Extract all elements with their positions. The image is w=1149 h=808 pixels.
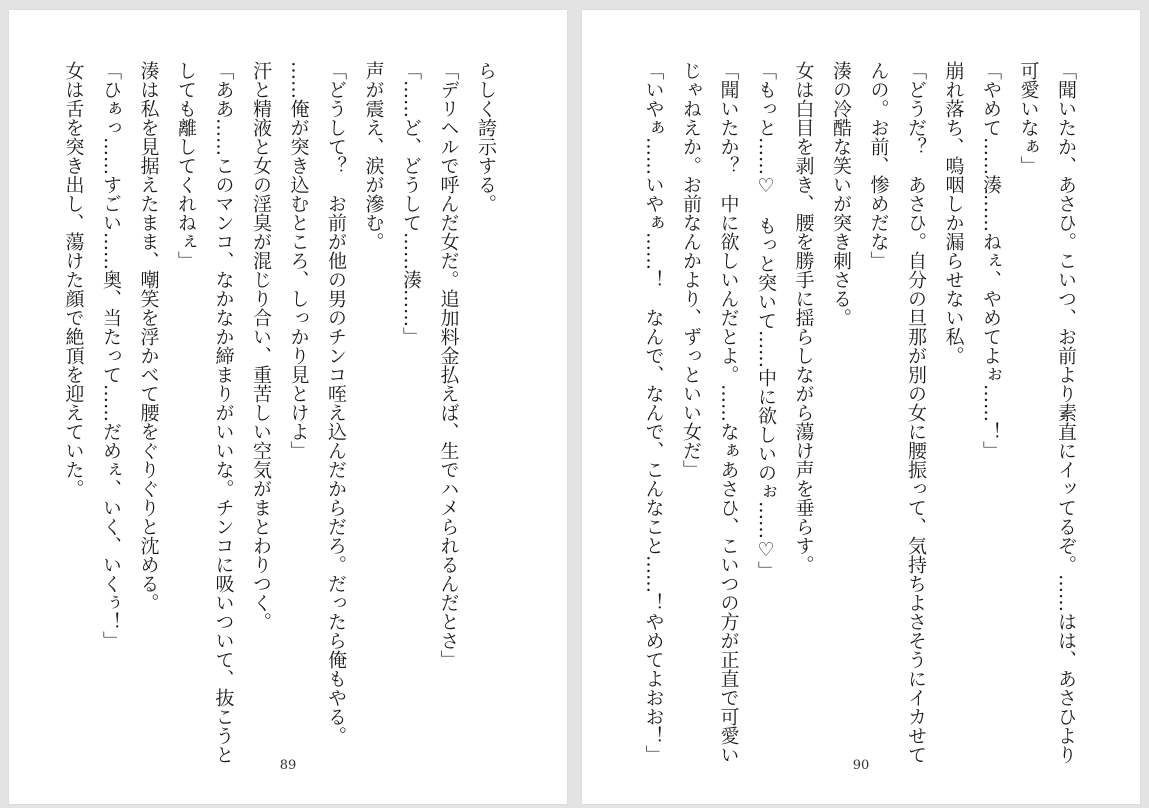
- text-line: 可愛いなぁ」: [1017, 61, 1040, 175]
- right-page: [582, 10, 1140, 804]
- text-line: 「聞いたか、あさひ。こいつ、お前より素直にイッてるぞ。……はは、あさひより: [1055, 61, 1077, 764]
- text-line: 「どうして？ お前が他の男のチンコ咥え込んだからだろ。だったら俺もやる。: [325, 61, 347, 745]
- right-page-text: [634, 61, 1084, 764]
- page-number: 90: [852, 758, 870, 773]
- text-line: 崩れ落ち、嗚咽しか漏らせない私。: [942, 61, 965, 365]
- left-page-text: [62, 61, 504, 764]
- text-line: 女は白目を剥き、腰を勝手に揺らしながら蕩け声を垂らす。: [792, 61, 815, 574]
- text-line: 「……ど、どうして……湊……」: [400, 61, 422, 346]
- left-page: [9, 10, 567, 804]
- text-line: 湊の冷酷な笑いが突き刺さる。: [830, 61, 852, 327]
- text-line: 「やめて……湊……ねぇ、やめてよぉ……！」: [980, 61, 1002, 460]
- text-line: じゃねえか。お前なんかより、ずっといい女だ」: [680, 61, 702, 479]
- text-line: 「ああ……このマンコ、なかなか締まりがいいな。チンコに吸いついて、抜こうと: [212, 61, 235, 764]
- text-line: 「どうだ？ あさひ。自分の旦那が別の女に腰振って、気持ちよさそうにイカせて: [905, 61, 927, 764]
- text-line: しても離してくれねぇ」: [175, 61, 197, 270]
- text-line: 「ひぁっ……すごい……奥、当たって……だめぇ、いく、いくぅ！」: [100, 61, 122, 650]
- text-line: 「デリヘルで呼んだ女だ。追加料金払えば、生でハメられるんだとさ」: [437, 61, 460, 669]
- text-line: 湊は私を見据えたまま、嘲笑を浮かべて腰をぐりぐりと沈める。: [137, 61, 160, 612]
- text-line: 「いやぁ……いやぁ……！ なんで、なんで、こんなこと……！やめてよおお！」: [642, 61, 665, 764]
- text-line: ……俺が突き込むところ、しっかり見とけよ」: [287, 61, 310, 460]
- text-line: 「もっと……♡ もっと突いて……中に欲しいのぉ……♡」: [755, 61, 777, 580]
- text-line: 「聞いたか？ 中に欲しいんだとよ。……なぁあさひ、こいつの方が正直で可愛い: [717, 61, 740, 764]
- text-line: んの。お前、惨めだな」: [867, 61, 890, 270]
- text-line: 女は舌を突き出し、蕩けた顔で絶頂を迎えていた。: [62, 61, 85, 498]
- text-line: 汗と精液と女の淫臭が混じり合い、重苦しい空気がまとわりつく。: [250, 61, 272, 631]
- text-line: 声が震え、涙が滲む。: [362, 61, 385, 251]
- text-line: らしく誇示する。: [475, 61, 497, 213]
- page-number: 89: [279, 758, 297, 773]
